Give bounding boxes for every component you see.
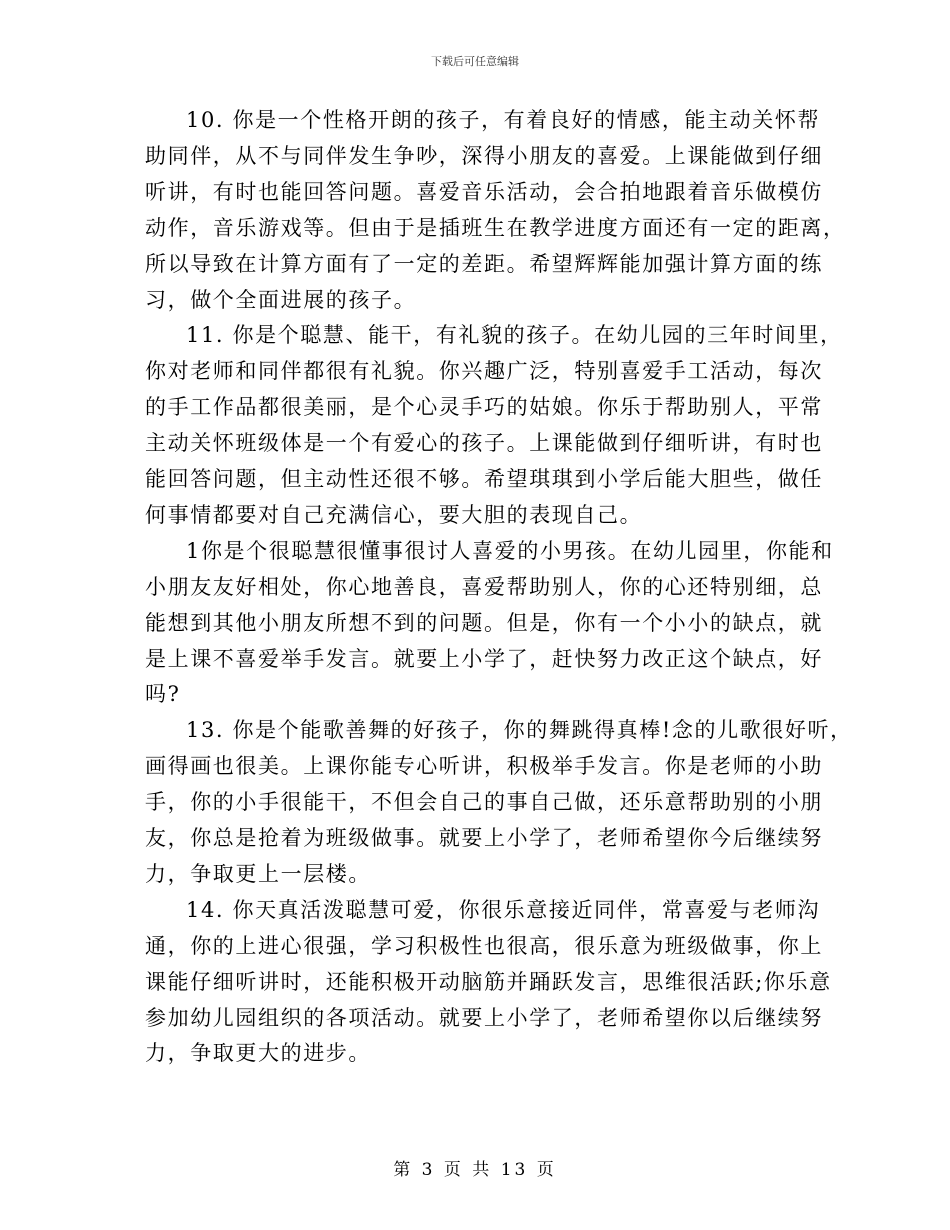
paragraph-line: 能回答问题，但主动性还很不够。希望琪琪到小学后能大胆些，做任 — [145, 467, 823, 491]
paragraph-line: 13. 你是个能歌善舞的好孩子，你的舞跳得真棒!念的儿歌很好听， — [186, 718, 853, 743]
paragraph-line: 通，你的上进心很强，学习积极性也很高，很乐意为班级做事，你上 — [145, 933, 823, 958]
paragraph-line: 动作，音乐游戏等。但由于是插班生在教学进度方面还有一定的距离， — [145, 215, 846, 240]
paragraph-line: 听讲，有时也能回答问题。喜爱音乐活动，会合拍地跟着音乐做模仿 — [145, 179, 823, 204]
paragraph-line: 10. 你是一个性格开朗的孩子，有着良好的情感，能主动关怀帮 — [186, 108, 821, 132]
paragraph-line: 参加幼儿园组织的各项活动。就要上小学了，老师希望你以后继续努 — [145, 1005, 823, 1030]
paragraph-line: 14. 你天真活泼聪慧可爱，你很乐意接近同伴，常喜爱与老师沟 — [186, 897, 821, 922]
paragraph-line: 力，争取更上一层楼。 — [145, 861, 371, 886]
paragraph-line: 课能仔细听讲时，还能积极开动脑筋并踊跃发言，思维很活跃;你乐意 — [145, 969, 832, 994]
paragraph-line: 的手工作品都很美丽，是个心灵手巧的姑娘。你乐于帮助别人，平常 — [145, 395, 823, 420]
paragraph-line: 能想到其他小朋友所想不到的问题。但是，你有一个小小的缺点，就 — [145, 610, 823, 635]
paragraph-line: 友，你总是抢着为班级做事。就要上小学了，老师希望你今后继续努 — [145, 826, 823, 850]
paragraph-line: 是上课不喜爱举手发言。就要上小学了，赶快努力改正这个缺点，好 — [145, 646, 823, 671]
page-number: 第 3 页 共 13 页 — [393, 1160, 557, 1180]
paragraph-line: 所以导致在计算方面有了一定的差距。希望辉辉能加强计算方面的练 — [145, 251, 823, 276]
paragraph-line: 手，你的小手很能干，不但会自己的事自己做，还乐意帮助别的小朋 — [145, 790, 823, 815]
paragraph-line: 助同伴，从不与同伴发生争吵，深得小朋友的喜爱。上课能做到仔细 — [145, 143, 823, 168]
paragraph-line: 小朋友友好相处，你心地善良，喜爱帮助别人，你的心还特别细，总 — [145, 574, 823, 599]
paragraph-line: 你对老师和同伴都很有礼貌。你兴趣广泛，特别喜爱手工活动，每次 — [145, 359, 823, 384]
paragraph-line: 吗? — [145, 682, 181, 707]
paragraph-line: 主动关怀班级体是一个有爱心的孩子。上课能做到仔细听讲，有时也 — [145, 431, 823, 456]
paragraph-line: 11. 你是个聪慧、能干，有礼貌的孩子。在幼儿园的三年时间里， — [186, 323, 843, 348]
paragraph-line: 1你是个很聪慧很懂事很讨人喜爱的小男孩。在幼儿园里，你能和 — [186, 538, 834, 563]
page-header: 下载后可任意编辑 — [431, 55, 519, 68]
paragraph-line: 习，做个全面进展的孩子。 — [145, 287, 417, 312]
paragraph-line: 画得画也很美。上课你能专心听讲，积极举手发言。你是老师的小助 — [145, 754, 823, 779]
paragraph-line: 何事情都要对自己充满信心，要大胆的表现自己。 — [145, 502, 643, 527]
paragraph-line: 力，争取更大的进步。 — [145, 1041, 371, 1066]
